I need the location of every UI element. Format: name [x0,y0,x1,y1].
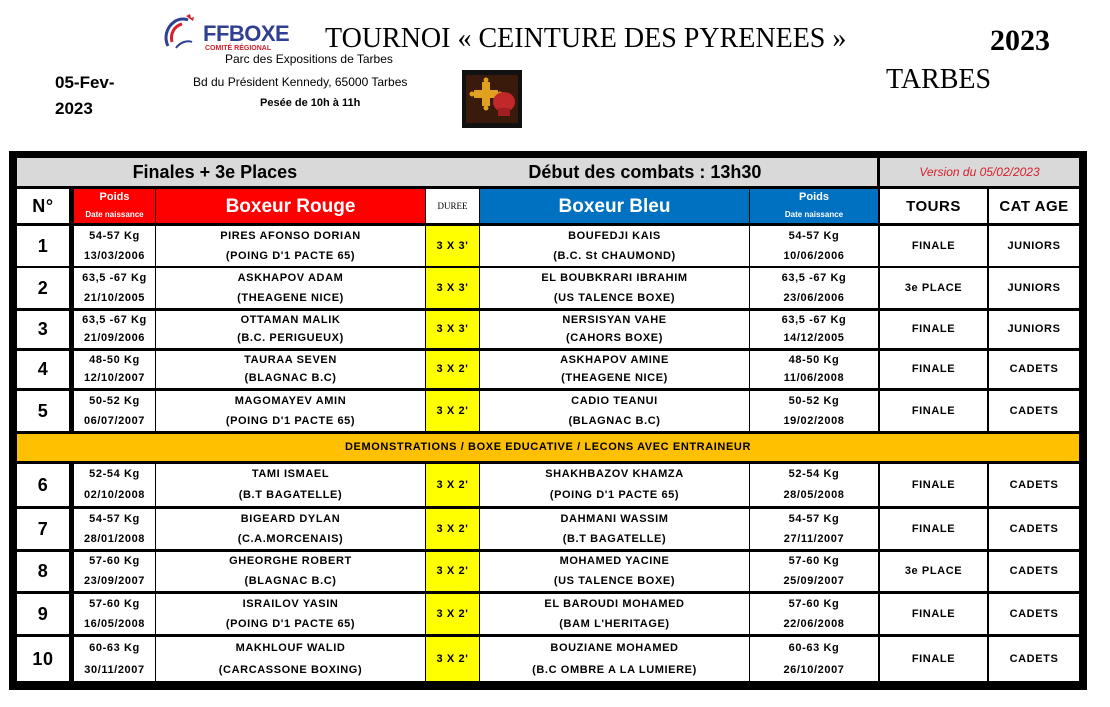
bout-category-label: JUNIORS [1007,323,1061,335]
banner-stage [17,158,877,186]
bout-round [880,637,987,681]
bout-category-label: CADETS [1009,363,1059,375]
bout-number-label: 10 [32,648,54,669]
red-weight-birth [74,509,155,549]
banner-stage-label: Finales + 3e Places [132,161,298,182]
bout-round [880,268,987,308]
blue-weight: 57-60 Kg [788,555,840,568]
blue-boxer-name: BOUZIANE MOHAMED [550,641,679,654]
red-weight-birth [74,464,155,506]
bout-category-label: CADETS [1009,404,1059,417]
red-weight: 63,5 -67 Kg [82,271,147,284]
bout-duration [426,268,479,308]
bout-round-label: 3e PLACE [904,565,963,577]
blue-weight-birth [750,509,878,549]
blue-boxer [480,552,749,591]
bout-number-label: 6 [37,474,49,495]
blue-birthdate: 27/11/2007 [783,532,845,545]
bout-round [880,226,987,266]
bout-round [880,351,987,388]
red-boxer-name: MAKHLOUF WALID [235,641,346,654]
address: Bd du Président Kennedy, 65000 Tarbes [193,75,408,89]
red-birthdate: 30/11/2007 [84,663,145,676]
bout-category-label: JUNIORS [1007,281,1061,294]
red-weight-birth [74,311,155,348]
red-birthdate: 12/10/2007 [83,372,146,385]
blue-birthdate: 25/09/2007 [783,574,845,587]
red-weight-birth [74,594,155,634]
banner-version [880,158,1079,186]
col-header-blue [480,189,749,223]
bout-round [880,594,987,634]
bout-category [989,268,1079,308]
ffboxe-logo [160,12,305,56]
bout-category [989,311,1079,348]
blue-boxer [480,391,749,431]
red-boxer-name: ASKHAPOV ADAM [237,271,344,284]
bout-number [17,226,69,266]
bout-category-label: JUNIORS [1007,239,1061,252]
bout-round-label: 3e PLACE [904,281,963,294]
bout-duration-label: 3 X 2' [436,363,469,375]
blue-boxer-club: (BAM L'HERITAGE) [559,617,670,630]
bout-category [989,351,1079,388]
bout-duration-label: 3 X 2' [436,607,469,620]
col-header-red-weight [74,189,155,223]
red-boxer-club: (POING D'1 PACTE 65) [225,414,356,427]
red-weight: 57-60 Kg [89,597,140,610]
blue-weight: 52-54 Kg [788,468,840,480]
bout-duration [426,594,479,634]
blue-weight-birth [750,311,878,348]
blue-weight-birth [750,226,878,266]
blue-boxer-name: BOUFEDJI KAIS [568,229,661,242]
bout-category-label: CADETS [1009,565,1059,577]
blue-weight-birth [750,268,878,308]
red-weight-birth [74,637,155,681]
red-weight: 52-54 Kg [89,468,140,480]
bout-duration-label: 3 X 2' [436,565,469,577]
red-boxer [156,311,425,348]
bout-category [989,552,1079,591]
bout-round [880,311,987,348]
blue-weight-birth [750,552,878,591]
col-header-num [17,189,69,223]
red-boxer-name: MAGOMAYEV AMIN [234,394,347,407]
bout-number [17,552,69,591]
blue-boxer [480,226,749,266]
bout-duration [426,391,479,431]
blue-weight-birth [750,464,878,506]
bout-number [17,509,69,549]
bout-number [17,268,69,308]
bout-category [989,594,1079,634]
bout-round-label: FINALE [911,363,956,375]
logo-brand: FFBOXE [203,21,290,46]
weigh-in-time: Pesée de 10h à 11h [260,97,361,109]
blue-boxer-name: NERSISYAN VAHE [562,313,667,326]
blue-birthdate: 19/02/2008 [783,414,845,427]
blue-weight: 60-63 Kg [788,641,840,654]
event-date-year: 2023 [55,99,93,118]
event-date [55,70,115,122]
red-boxer [156,509,425,549]
blue-boxer-name: CADIO TEANUI [571,394,658,407]
blue-weight: 48-50 Kg [788,353,840,366]
col-header-num-label: N° [32,195,54,216]
bout-number-label: 1 [37,235,49,256]
bout-round-label: FINALE [911,652,956,665]
bout-category [989,391,1079,431]
venue: Parc des Expositions de Tarbes [225,52,393,66]
red-boxer-name: ISRAILOV YASIN [242,597,339,610]
blue-birthdate: 14/12/2005 [783,332,845,345]
red-boxer [156,464,425,506]
blue-weight-birth [750,391,878,431]
bout-category [989,637,1079,681]
tournament-year: 2023 [990,24,1050,57]
fight-card-table [9,151,1087,690]
blue-boxer [480,594,749,634]
blue-boxer-name: ASKHAPOV AMINE [560,353,669,366]
red-boxer-name: BIGEARD DYLAN [240,512,341,525]
banner-start-time: Début des combats : 13h30 [528,161,762,182]
bout-round [880,464,987,506]
red-boxer-name: TAURAA SEVEN [244,353,337,366]
red-boxer [156,552,425,591]
bout-category-label: CADETS [1009,478,1059,491]
blue-boxer-club: (B.T BAGATELLE) [562,532,667,545]
bout-duration [426,464,479,506]
col-header-rounds-label: TOURS [906,197,961,215]
red-weight: 54-57 Kg [89,512,140,525]
red-boxer-club: (CARCASSONE BOXING) [218,663,363,676]
bout-number-label: 2 [37,277,49,298]
red-boxer-club: (POING D'1 PACTE 65) [225,249,356,262]
bout-duration-label: 3 X 2' [436,522,469,535]
red-birthdate: 06/07/2007 [83,414,146,427]
col-header-rounds [880,189,987,223]
boxing-glove-icon [462,70,522,128]
blue-weight-birth [750,351,878,388]
demonstrations-label: DEMONSTRATIONS / BOXE EDUCATIVE / LECONS AVEC ENTRAINEUR [345,441,751,453]
red-boxer-club: (POING D'1 PACTE 65) [225,617,356,630]
blue-weight: 63,5 -67 Kg [781,313,847,326]
bout-round-label: FINALE [911,607,956,620]
blue-boxer-name: DAHMANI WASSIM [560,512,669,525]
bout-number-label: 4 [37,359,49,379]
red-boxer-name: OTTAMAN MALIK [240,313,341,326]
blue-weight: 50-52 Kg [788,394,840,407]
bout-number-label: 3 [37,319,49,339]
bout-category-label: CADETS [1009,522,1059,535]
red-birthdate: 13/03/2006 [83,249,146,262]
red-boxer-club: (C.A.MORCENAIS) [237,532,344,545]
bout-duration [426,637,479,681]
red-boxer-club: (THEAGENE NICE) [237,291,344,304]
bout-duration [426,311,479,348]
red-weight-birth [74,391,155,431]
col-header-blue-label: Boxeur Bleu [558,195,671,217]
bout-duration [426,509,479,549]
bout-duration-label: 3 X 3' [436,239,469,252]
blue-weight: 63,5 -67 Kg [781,271,847,284]
blue-boxer [480,351,749,388]
red-boxer-name: PIRES AFONSO DORIAN [220,229,361,242]
bout-duration [426,226,479,266]
red-boxer [156,268,425,308]
red-weight: 63,5 -67 Kg [82,313,147,326]
blue-boxer-club: (B.C. St CHAUMOND) [553,249,676,262]
blue-boxer-club: (THEAGENE NICE) [561,372,668,385]
tournament-city: TARBES [886,64,992,95]
blue-weight: 57-60 Kg [788,597,840,610]
blue-birthdate: 23/06/2006 [783,291,845,304]
red-boxer-club: (B.T BAGATELLE) [238,489,343,501]
blue-boxer-name: EL BOUBKRARI IBRAHIM [541,271,688,284]
bout-round-label: FINALE [911,404,956,417]
blue-boxer-club: (BLAGNAC B.C) [568,414,661,427]
red-weight-birth [74,552,155,591]
demonstrations-band [17,434,1079,461]
blue-weight-birth [750,637,878,681]
col-header-red-label: Boxeur Rouge [225,195,356,217]
red-boxer [156,594,425,634]
bout-number-label: 8 [37,561,49,581]
logo-subtitle: COMITÉ RÉGIONAL [205,45,272,52]
bout-category [989,464,1079,506]
blue-boxer-club: (POING D'1 PACTE 65) [549,489,680,501]
blue-boxer-name: MOHAMED YACINE [559,555,670,568]
col-header-red-weight-label: Poids [99,191,130,203]
blue-boxer-club: (US TALENCE BOXE) [553,574,676,587]
tournament-title: TOURNOI « CEINTURE DES PYRENEES » [325,23,847,54]
red-birthdate: 23/09/2007 [83,574,146,587]
red-birthdate: 21/10/2005 [83,291,146,304]
red-boxer [156,226,425,266]
blue-birthdate: 28/05/2008 [783,489,845,501]
col-header-blue-weight [750,189,878,223]
version-label: Version du 05/02/2023 [919,164,1040,179]
bout-number [17,594,69,634]
blue-weight: 54-57 Kg [788,512,840,525]
col-header-duration-label: DUREE [437,200,468,211]
blue-weight: 54-57 Kg [788,229,840,242]
bout-number [17,311,69,348]
red-boxer-club: (B.C. PERIGUEUX) [237,332,344,345]
red-boxer-club: (BLAGNAC B.C) [244,574,337,587]
bout-number-label: 9 [37,603,49,624]
bout-round-label: FINALE [911,239,956,252]
bout-duration-label: 3 X 3' [436,323,469,335]
red-boxer-club: (BLAGNAC B.C) [244,372,337,385]
col-header-category-label: CAT AGE [999,197,1069,215]
blue-boxer-club: (US TALENCE BOXE) [553,291,676,304]
red-weight: 57-60 Kg [89,555,140,568]
red-birthdate: 28/01/2008 [83,532,146,545]
red-boxer-name: GHEORGHE ROBERT [229,555,352,568]
col-header-duration [426,189,479,223]
col-header-category [989,189,1079,223]
red-weight-birth [74,268,155,308]
event-date-day: 05-Fev- [55,73,115,92]
rooster-icon [160,12,202,54]
red-birthdate: 02/10/2008 [83,489,146,501]
bout-duration-label: 3 X 2' [436,652,469,665]
blue-boxer-club: (CAHORS BOXE) [565,332,664,345]
red-weight: 50-52 Kg [89,394,140,407]
bout-number-label: 7 [37,518,49,539]
red-birthdate: 16/05/2008 [83,617,146,630]
col-header-blue-birth-label: Date naissance [784,210,844,219]
bout-number [17,391,69,431]
bout-duration-label: 3 X 3' [436,281,469,294]
bout-round-label: FINALE [911,478,956,491]
red-boxer-name: TAMI ISMAEL [251,468,330,480]
bout-round-label: FINALE [911,522,956,535]
bout-duration [426,351,479,388]
red-weight-birth [74,351,155,388]
red-weight: 54-57 Kg [89,229,140,242]
red-weight-birth [74,226,155,266]
bout-duration [426,552,479,591]
bout-category [989,226,1079,266]
red-boxer [156,637,425,681]
blue-weight-birth [750,594,878,634]
col-header-red-birth-label: Date naissance [85,210,144,219]
bout-round [880,552,987,591]
blue-birthdate: 11/06/2008 [783,372,845,385]
col-header-red [156,189,425,223]
blue-birthdate: 22/06/2008 [783,617,845,630]
bout-duration-label: 3 X 2' [436,478,469,491]
blue-boxer-name: SHAKHBAZOV KHAMZA [545,468,684,480]
red-weight: 48-50 Kg [89,353,140,366]
col-header-blue-weight-label: Poids [799,191,829,203]
bout-round-label: FINALE [911,323,956,335]
blue-boxer-name: EL BAROUDI MOHAMED [544,597,685,610]
blue-boxer [480,637,749,681]
blue-boxer [480,311,749,348]
bout-duration-label: 3 X 2' [436,404,469,417]
red-boxer [156,351,425,388]
bout-category-label: CADETS [1009,652,1059,665]
bout-number [17,464,69,506]
bout-round [880,391,987,431]
red-birthdate: 21/09/2006 [83,332,146,345]
red-weight: 60-63 Kg [89,641,140,654]
blue-birthdate: 10/06/2006 [783,249,845,262]
occitan-cross-icon [462,70,522,128]
bout-number [17,637,69,681]
blue-boxer [480,509,749,549]
blue-boxer [480,464,749,506]
bout-number [17,351,69,388]
bout-category [989,509,1079,549]
blue-boxer-club: (B.C OMBRE A LA LUMIERE) [532,663,697,676]
bout-number-label: 5 [37,400,49,421]
blue-boxer [480,268,749,308]
blue-birthdate: 26/10/2007 [783,663,845,676]
bout-round [880,509,987,549]
red-boxer [156,391,425,431]
bout-category-label: CADETS [1009,607,1059,620]
